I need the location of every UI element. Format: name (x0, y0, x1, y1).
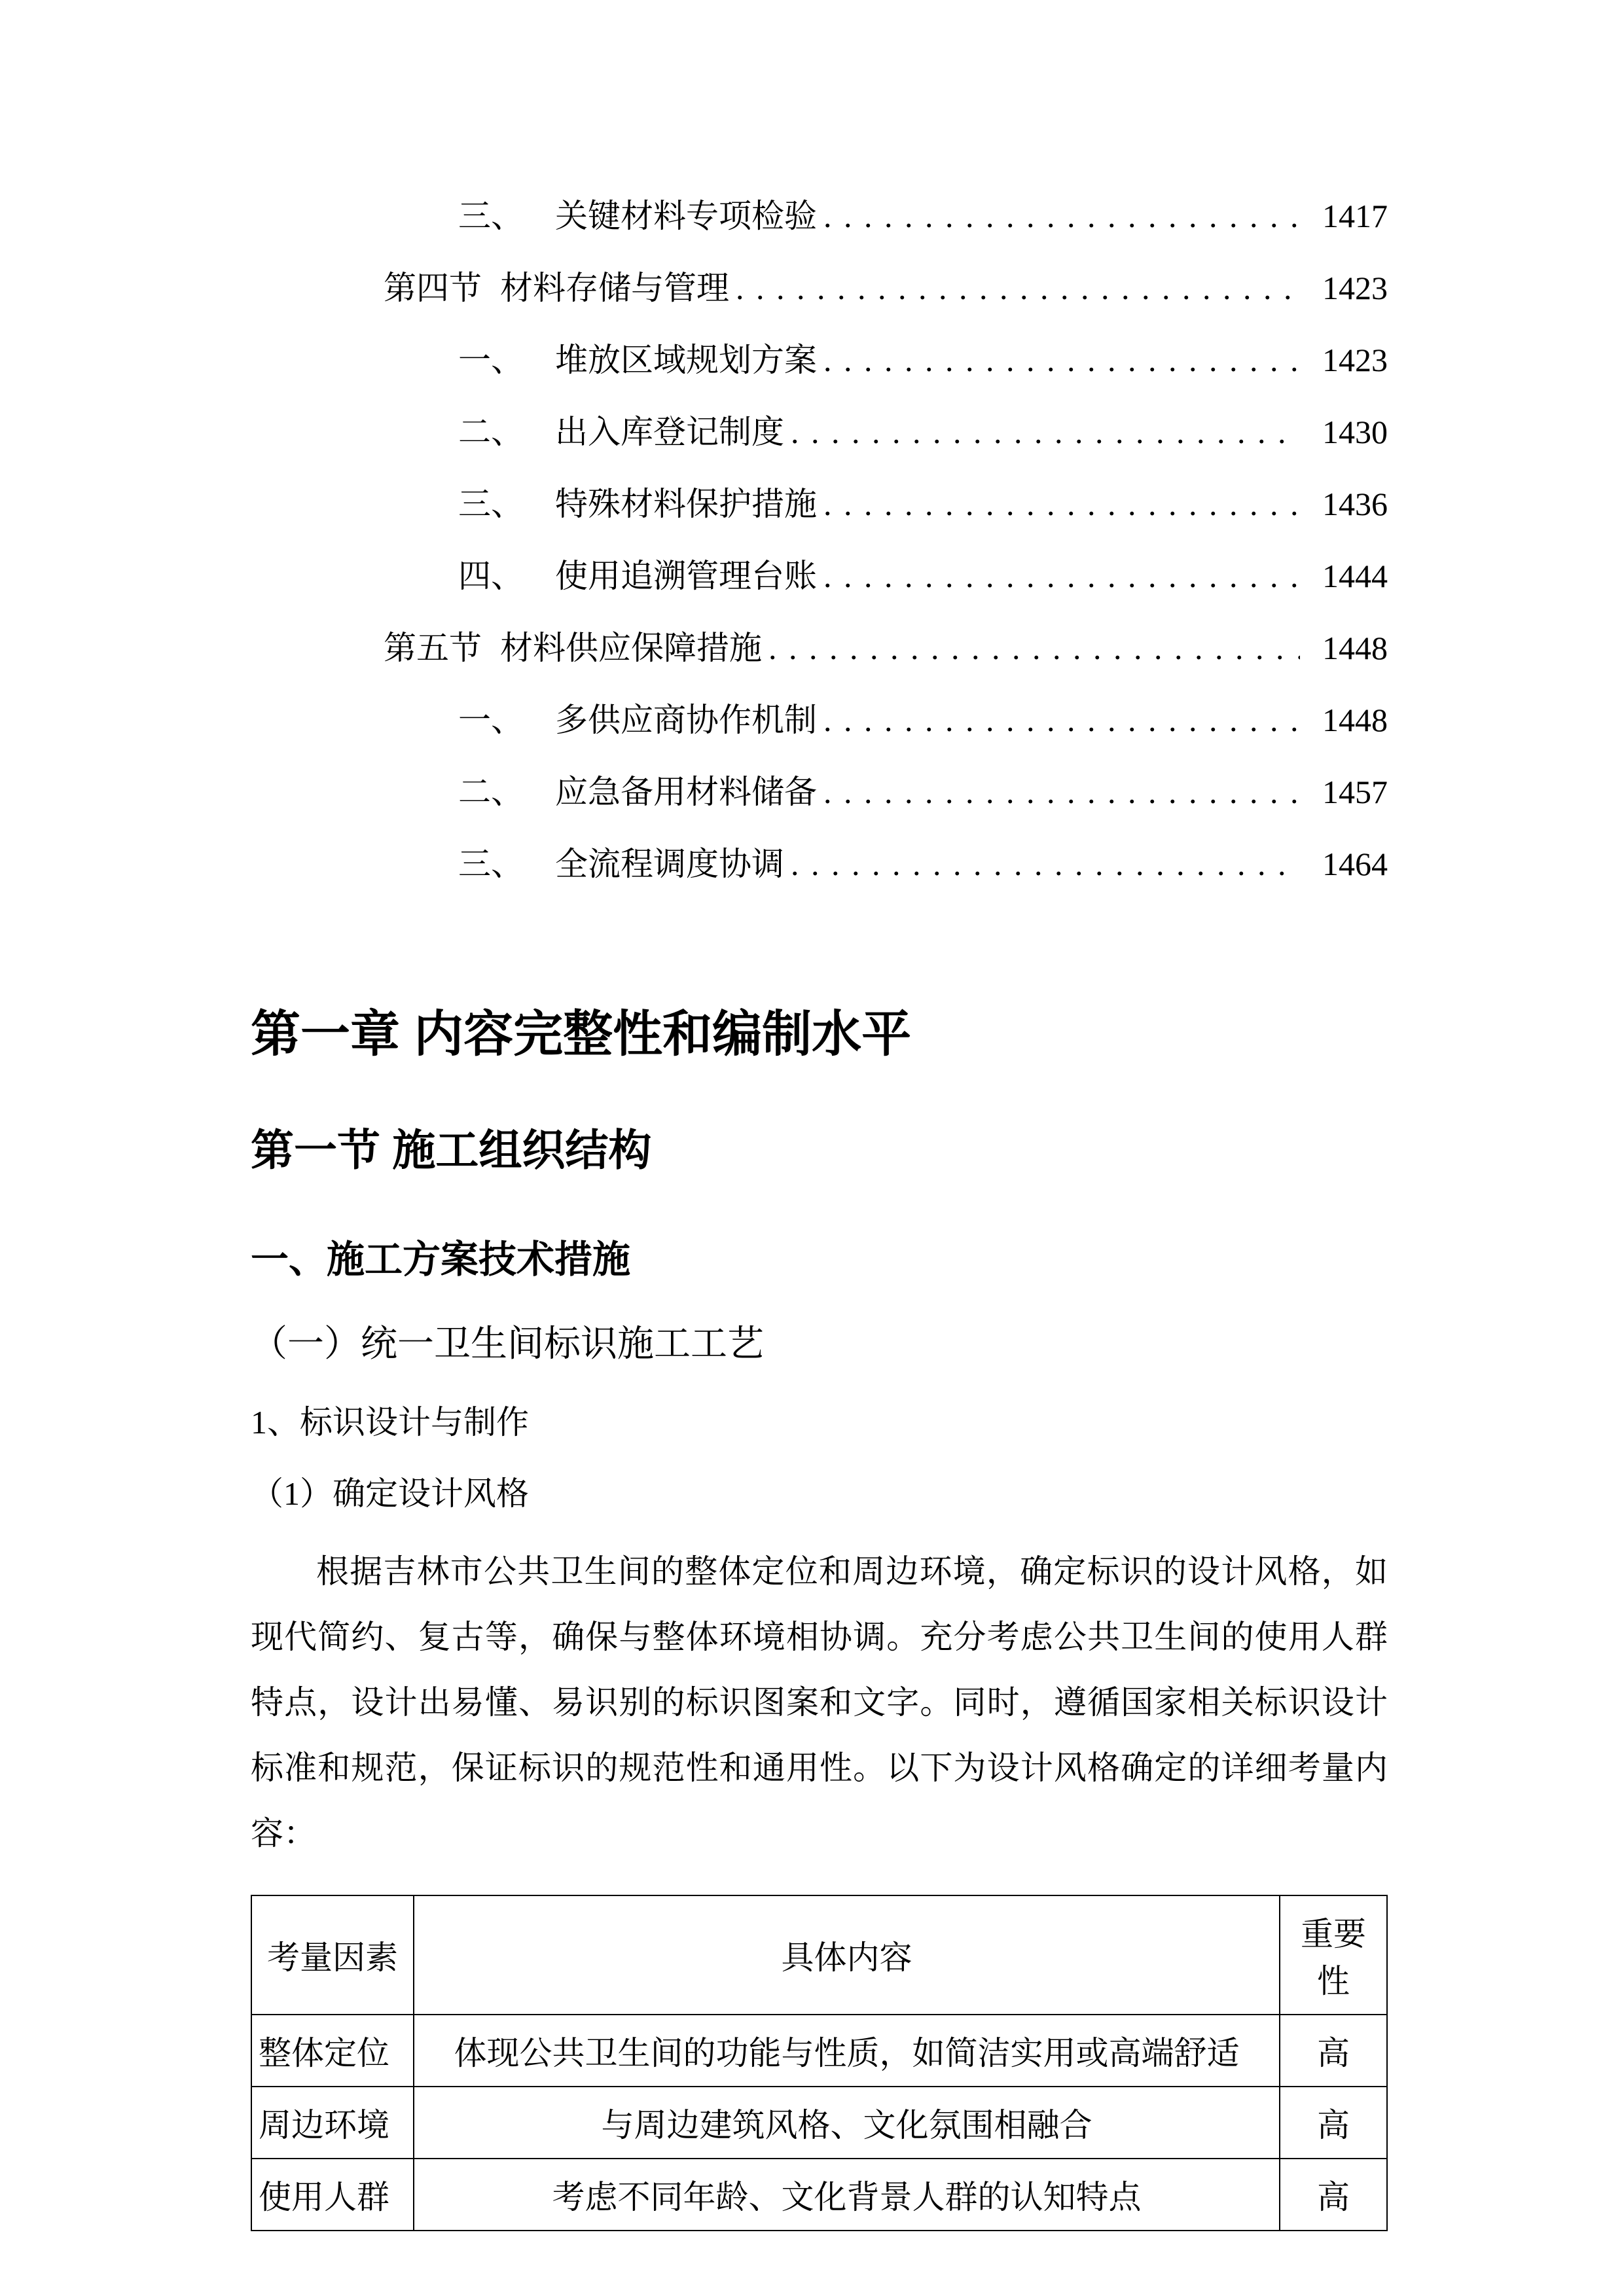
toc-dot-leader (768, 612, 1300, 684)
table-row (251, 2015, 1387, 2087)
toc-item-number: 一、 (458, 702, 524, 738)
design-factors-table (251, 1895, 1388, 2231)
subsection-heading-1: 一、施工方案技术措施 (251, 1238, 631, 1281)
table-body (251, 2015, 1387, 2231)
toc-item-number: 三、 (458, 486, 524, 522)
toc-item-number: 三、 (458, 198, 524, 234)
toc-item (251, 684, 1388, 756)
table-cell-importance: 高 (1280, 2087, 1387, 2159)
toc-page-number: 1436 (1322, 486, 1388, 522)
toc-item (251, 756, 1388, 828)
toc-item (251, 468, 1388, 540)
toc-item-title: 应急备用材料储备 (555, 774, 817, 810)
table-cell-factor: 周边环境 (251, 2087, 414, 2159)
toc-item-number: 二、 (458, 414, 524, 450)
toc-item-title: 特殊材料保护措施 (555, 486, 817, 522)
toc-page-number: 1430 (1322, 414, 1388, 450)
toc-item-number: 二、 (458, 774, 524, 810)
toc-item (251, 180, 1388, 252)
toc-item-title: 堆放区域规划方案 (555, 342, 817, 378)
table-cell-factor: 使用人群 (251, 2159, 414, 2231)
toc-item-title: 材料存储与管理 (500, 270, 729, 306)
table-of-contents (251, 180, 1388, 900)
toc-item (251, 540, 1388, 612)
toc-item-number: 三、 (458, 846, 524, 882)
toc-dot-leader (823, 540, 1300, 612)
toc-dot-leader (823, 756, 1300, 828)
toc-item (251, 612, 1388, 684)
subsection-heading-3: 1、标识设计与制作 (251, 1404, 529, 1441)
toc-item-number: 一、 (458, 342, 524, 378)
subsection-heading-2: （一）统一卫生间标识施工工艺 (251, 1324, 764, 1365)
toc-item-number: 第五节 (384, 630, 482, 666)
table-header-cell: 重要性 (1280, 1895, 1387, 2015)
toc-dot-leader (823, 468, 1300, 540)
table-row (251, 2159, 1387, 2231)
table-header-cell: 具体内容 (414, 1895, 1280, 2015)
toc-item-title: 材料供应保障措施 (500, 630, 762, 666)
toc-item-title: 使用追溯管理台账 (555, 558, 817, 594)
toc-item (251, 252, 1388, 324)
table-cell-content: 与周边建筑风格、文化氛围相融合 (414, 2087, 1280, 2159)
toc-item-title: 出入库登记制度 (555, 414, 784, 450)
subsection-heading-4: （1）确定设计风格 (251, 1475, 529, 1512)
table-cell-importance: 高 (1280, 2015, 1387, 2087)
table-cell-importance: 高 (1280, 2159, 1387, 2231)
toc-page-number: 1417 (1322, 198, 1388, 234)
table-header-row (251, 1895, 1387, 2015)
toc-item-number: 四、 (458, 558, 524, 594)
table-header-cell: 考量因素 (251, 1895, 414, 2015)
toc-page-number: 1448 (1322, 702, 1388, 738)
toc-dot-leader (823, 324, 1300, 396)
toc-page-number: 1448 (1322, 630, 1388, 666)
toc-item-title: 多供应商协作机制 (555, 702, 817, 738)
toc-item (251, 324, 1388, 396)
toc-dot-leader (736, 252, 1300, 324)
table-cell-factor: 整体定位 (251, 2015, 414, 2087)
section-heading: 第一节 施工组织结构 (251, 1126, 652, 1174)
toc-page-number: 1423 (1322, 270, 1388, 306)
chapter-heading: 第一章 内容完整性和编制水平 (251, 1007, 912, 1062)
toc-dot-leader (823, 180, 1300, 252)
toc-item (251, 828, 1388, 900)
table-row (251, 2087, 1387, 2159)
toc-page-number: 1444 (1322, 558, 1388, 594)
toc-page-number: 1423 (1322, 342, 1388, 378)
table-cell-content: 考虑不同年龄、文化背景人群的认知特点 (414, 2159, 1280, 2231)
toc-dot-leader (791, 828, 1300, 900)
body-paragraph: 根据吉林市公共卫生间的整体定位和周边环境，确定标识的设计风格，如现代简约、复古等，确保与整体环境相协调。充分考虑公共卫生间的使用人群特点，设计出易懂、易识别的标识图案和文字。同时，遵循国家相关标识设计标准和规范，保证标识的规范性和通用性。以下为设计风格确定的详细考量内容： (251, 1553, 1388, 1852)
table-cell-content: 体现公共卫生间的功能与性质，如简洁实用或高端舒适 (414, 2015, 1280, 2087)
toc-item-number: 第四节 (384, 270, 482, 306)
toc-item-title: 全流程调度协调 (555, 846, 784, 882)
toc-dot-leader (791, 396, 1300, 468)
toc-dot-leader (823, 684, 1300, 756)
toc-item-title: 关键材料专项检验 (555, 198, 817, 234)
toc-page-number: 1464 (1322, 846, 1388, 882)
toc-item (251, 396, 1388, 468)
toc-page-number: 1457 (1322, 774, 1388, 810)
